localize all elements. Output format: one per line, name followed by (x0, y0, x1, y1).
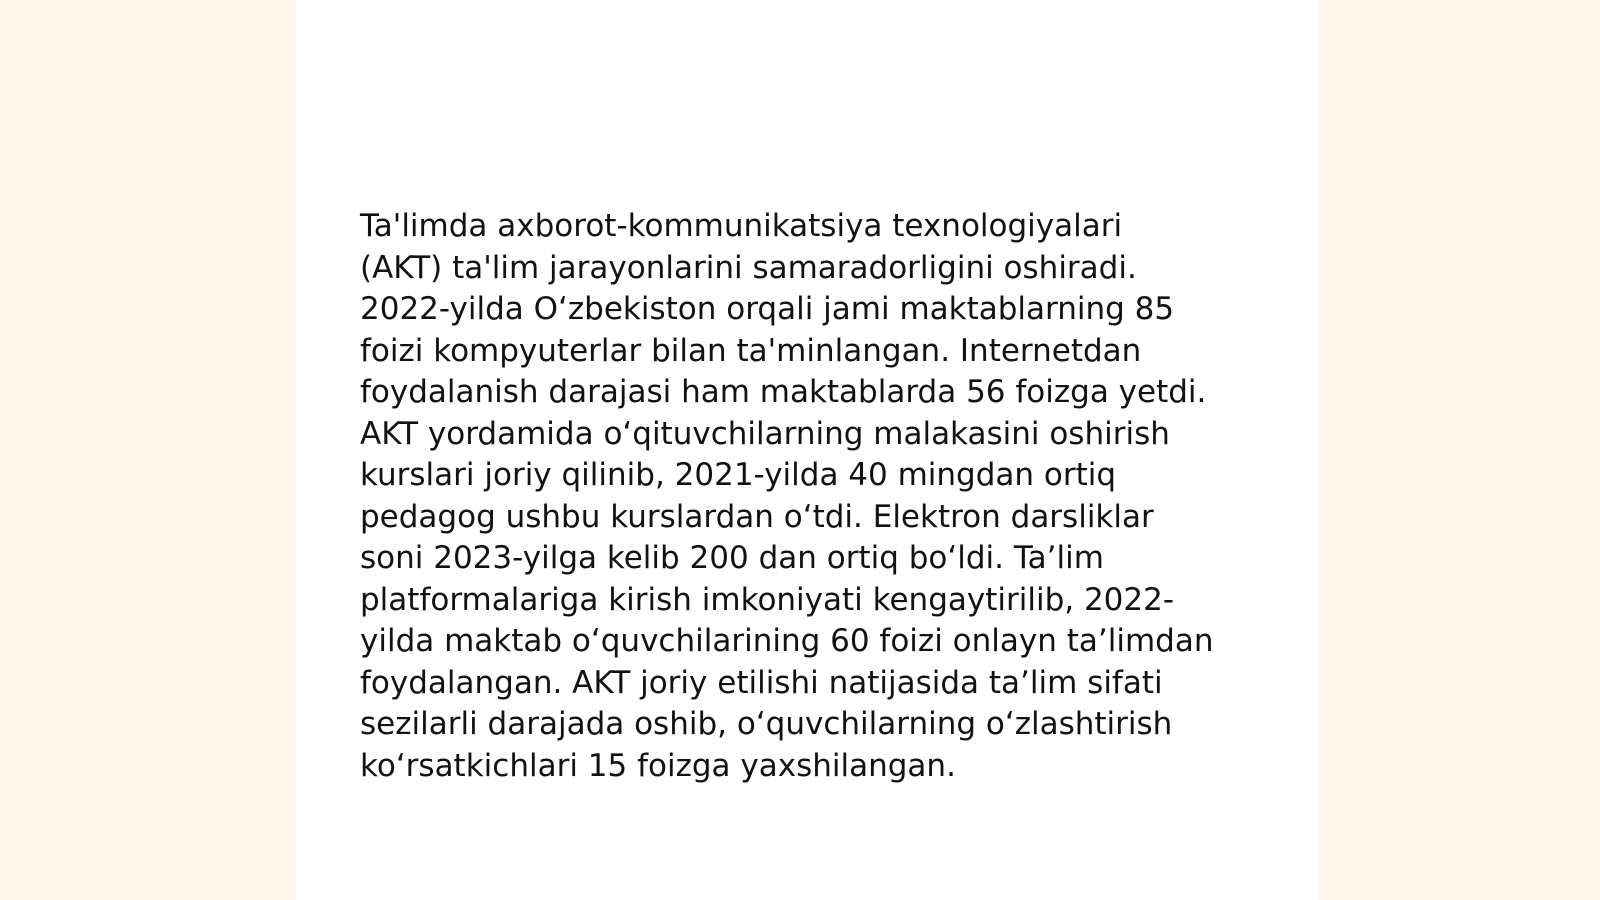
paragraph-line: kurslari joriy qilinib, 2021-yilda 40 mingdan ortiq (360, 457, 1117, 493)
paragraph-line: soni 2023-yilga kelib 200 dan ortiq bo‘ldi. Ta’lim (360, 540, 1104, 576)
paragraph-line: (AKT) ta'lim jarayonlarini samaradorligini oshiradi. (360, 249, 1137, 286)
paragraph-line: ko‘rsatkichlari 15 foizga yaxshilangan. (360, 747, 956, 784)
paragraph-line: Ta'limda axborot-kommunikatsiya texnologiyalari (360, 208, 1123, 244)
paragraph-line: AKT yordamida o‘qituvchilarning malakasini oshirish (360, 415, 1170, 452)
paragraph-line: 2022-yilda O‘zbekiston orqali jami maktablarning 85 (360, 291, 1175, 327)
paragraph-line: platformalariga kirish imkoniyati kengaytirilib, 2022- (360, 581, 1175, 618)
paragraph-line: yilda maktab o‘quvchilarining 60 foizi onlayn ta’limdan (360, 623, 1214, 659)
body-paragraph (360, 206, 1300, 787)
paragraph-line: pedagog ushbu kurslardan o‘tdi. Elektron darsliklar (360, 498, 1154, 535)
paragraph-line: foydalanish darajasi ham maktablarda 56 foizga yetdi. (360, 374, 1207, 410)
paragraph-line: foydalangan. AKT joriy etilishi natijasida ta’lim sifati (360, 664, 1163, 701)
paragraph-line: foizi kompyuterlar bilan ta'minlangan. Internetdan (360, 332, 1142, 369)
paragraph-line: sezilarli darajada oshib, o‘quvchilarning o‘zlashtirish (360, 706, 1173, 742)
document-page (296, 0, 1318, 900)
